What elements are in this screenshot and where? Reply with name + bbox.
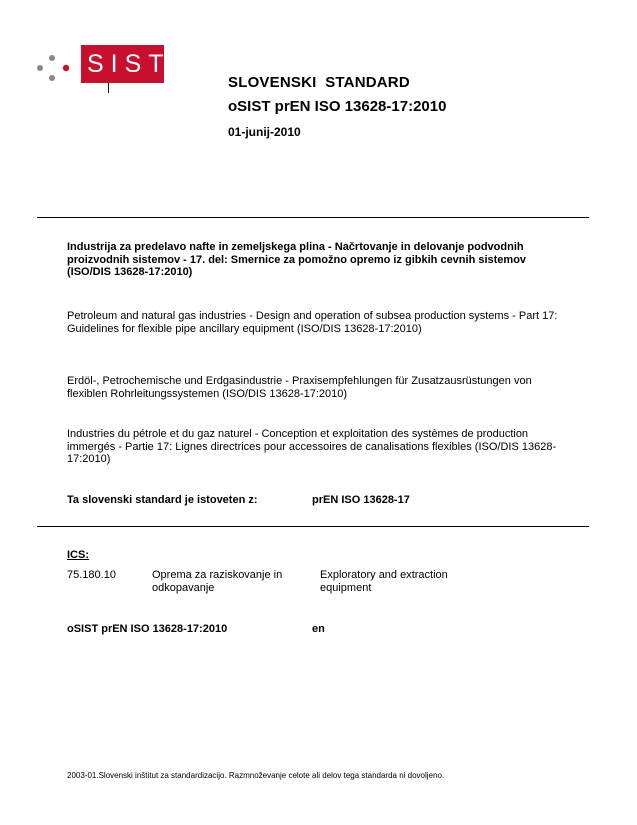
sist-logo: SIST <box>81 45 164 83</box>
ics-description-en: Exploratory and extraction equipment <box>320 569 448 594</box>
ics-code: 75.180.10 <box>67 569 116 581</box>
sist-logo-dots <box>34 48 80 88</box>
bottom-rule <box>37 526 589 527</box>
title-french: Industries du pétrole et du gaz naturel - Conception et exploitation des systèmes de production immergés - Partie 17: Lignes directrices pour accessoires de canalisations flexibles (ISO/DIS 13628-17:2010) <box>67 428 557 465</box>
top-rule <box>37 217 589 218</box>
title-german: Erdöl-, Petrochemische und Erdgasindustrie - Praxisempfehlungen für Zusatzausrüstungen von flexiblen Rohrleitungssystemen (ISO/DIS 13628-17:2010) <box>67 375 532 400</box>
ics-label: ICS: <box>67 549 89 561</box>
standard-date: 01-junij-2010 <box>228 125 301 139</box>
document-code: oSIST prEN ISO 13628-17:2010 <box>67 623 228 635</box>
title-english: Petroleum and natural gas industries - Design and operation of subsea production systems - Part 17: Guidelines for flexible pipe ancillary equipment (ISO/DIS 13628-17:2010) <box>67 310 558 335</box>
standard-code: oSIST prEN ISO 13628-17:2010 <box>228 98 447 115</box>
logo-divider <box>108 83 109 93</box>
copyright-footer: 2003-01.Slovenski inštitut za standardizacijo. Razmnoževanje celote ali delov tega standarda ni dovoljeno. <box>67 771 445 780</box>
document-language: en <box>312 623 325 635</box>
equivalence-label: Ta slovenski standard je istoveten z: <box>67 494 258 506</box>
ics-description-sl: Oprema za raziskovanje in odkopavanje <box>152 569 283 594</box>
standard-heading: SLOVENSKI STANDARD <box>228 74 410 91</box>
equivalence-value: prEN ISO 13628-17 <box>312 494 410 506</box>
title-slovenian: Industrija za predelavo nafte in zemeljskega plina - Načrtovanje in delovanje podvodnih proizvodnih sistemov - 17. del: Smernice za pomožno opremo iz gibkih cevnih sistemov (ISO/DIS 13628-17:2010) <box>67 241 527 278</box>
